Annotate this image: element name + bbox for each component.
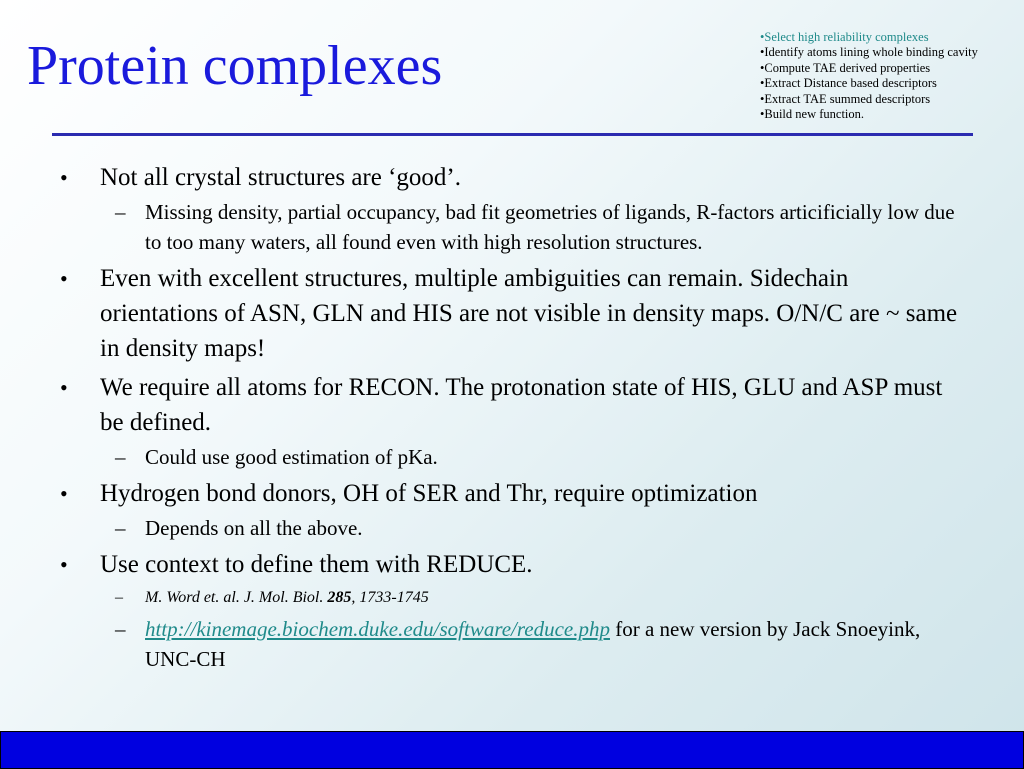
bullet-item [60,261,960,366]
dash-marker: – [115,516,126,540]
sub-bullet-item [100,442,960,472]
bullet-marker: • [60,375,68,400]
sub-bullet-text: Could use good estimation of pKa. [145,445,438,469]
workflow-step: •Identify atoms lining whole binding cavity [760,45,978,60]
reduce-software-link[interactable]: http://kinemage.biochem.duke.edu/software/reduce.php [145,617,610,641]
slide-body [60,160,960,674]
sub-bullet-text: Depends on all the above. [145,516,363,540]
bullet-item [60,547,960,674]
sub-bullet-item [100,197,960,257]
workflow-step: •Extract TAE summed descriptors [760,91,931,106]
bullet-item [60,160,960,257]
sub-bullet-text: Missing density, partial occupancy, bad fit geometries of ligands, R-factors articificially low due to too many waters, all found even with high resolution structures. [145,200,955,254]
bullet-item [60,370,960,472]
bullet-text: Even with excellent structures, multiple ambiguities can remain. Sidechain orientations of ASN, GLN and HIS are not visible in density maps. O/N/C are ~ same in density maps! [100,265,958,362]
citation-item [100,584,960,612]
dash-marker: – [115,200,126,224]
citation-pages: , 1733-1745 [351,589,429,606]
slide-title: Protein complexes [27,35,443,97]
dash-marker: – [115,445,126,469]
link-suffix-text: for a new version by Jack Snoeyink, UNC-CH [145,617,921,671]
title-divider [52,133,973,136]
link-item [100,614,960,674]
workflow-step-active: •Select high reliability complexes [760,30,929,44]
bullet-item [60,476,960,543]
workflow-step: •Extract Distance based descriptors [760,76,937,91]
bullet-text: Hydrogen bond donors, OH of SER and Thr, require optimization [100,480,758,507]
dash-marker: – [115,589,123,606]
bullet-marker: • [60,481,68,506]
workflow-step: •Build new function. [760,107,865,122]
bullet-marker: • [60,266,68,291]
workflow-step: •Compute TAE derived properties [760,60,931,75]
sub-bullet-item [100,513,960,543]
bullet-marker: • [60,165,68,190]
bullet-text: We require all atoms for RECON. The protonation state of HIS, GLU and ASP must be defined. [100,374,943,436]
bullet-text: Not all crystal structures are ‘good’. [100,164,461,191]
dash-marker: – [115,617,126,641]
bullet-marker: • [60,552,68,577]
workflow-steps-list [760,30,1022,122]
bullet-text: Use context to define them with REDUCE. [100,551,533,578]
citation-volume: 285 [327,589,352,606]
citation-authors: M. Word et. al. J. Mol. Biol. [145,589,328,606]
footer-bar [0,731,1024,769]
